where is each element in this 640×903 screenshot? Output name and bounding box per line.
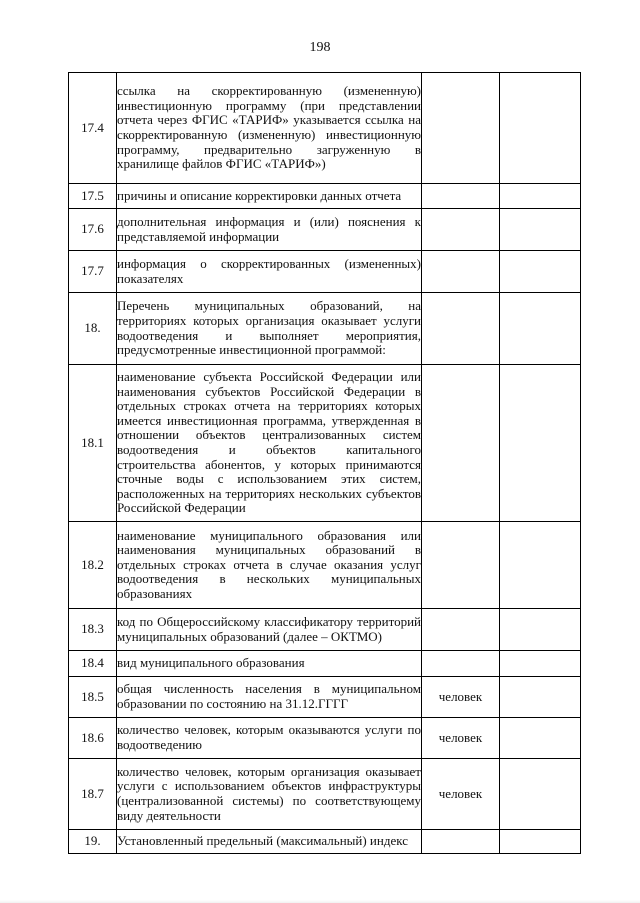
row-value-cell bbox=[500, 365, 581, 522]
row-description: количество человек, которым организация оказывает услуги с использованием объектов инфраструктуры (централизованной системы) по соответствующему виду деятельности bbox=[117, 759, 422, 830]
row-unit bbox=[422, 522, 500, 609]
table-row bbox=[69, 677, 581, 718]
table-row bbox=[69, 365, 581, 522]
report-table bbox=[68, 72, 581, 854]
row-description: информация о скорректированных (измененных) показателях bbox=[117, 251, 422, 293]
row-number: 17.6 bbox=[69, 209, 117, 251]
row-unit: человек bbox=[422, 718, 500, 759]
table-row bbox=[69, 73, 581, 184]
table-row bbox=[69, 759, 581, 830]
table-row bbox=[69, 718, 581, 759]
row-description: количество человек, которым оказываются услуги по водоотведению bbox=[117, 718, 422, 759]
table-row bbox=[69, 651, 581, 677]
row-value-cell bbox=[500, 651, 581, 677]
row-number: 18.7 bbox=[69, 759, 117, 830]
row-number: 18.5 bbox=[69, 677, 117, 718]
row-value-cell bbox=[500, 759, 581, 830]
row-value-cell bbox=[500, 677, 581, 718]
table-row bbox=[69, 293, 581, 365]
row-value-cell bbox=[500, 609, 581, 651]
row-number: 18.3 bbox=[69, 609, 117, 651]
row-description: наименование муниципального образования или наименования муниципальных образований в отдельных строках отчета в случае оказания услуг водоотведения в нескольких муниципальных образованиях bbox=[117, 522, 422, 609]
row-value-cell bbox=[500, 73, 581, 184]
row-description: общая численность населения в муниципальном образовании по состоянию на 31.12.ГГГГ bbox=[117, 677, 422, 718]
table-row bbox=[69, 830, 581, 854]
row-value-cell bbox=[500, 251, 581, 293]
row-description: Перечень муниципальных образований, на территориях которых организация оказывает услуги водоотведения и выполняет мероприятия, предусмотренные инвестиционной программой: bbox=[117, 293, 422, 365]
row-unit bbox=[422, 609, 500, 651]
row-number: 17.5 bbox=[69, 184, 117, 209]
table-row bbox=[69, 251, 581, 293]
row-description: причины и описание корректировки данных отчета bbox=[117, 184, 422, 209]
row-number: 19. bbox=[69, 830, 117, 854]
row-description: код по Общероссийскому классификатору территорий муниципальных образований (далее – ОКТМО) bbox=[117, 609, 422, 651]
row-unit bbox=[422, 293, 500, 365]
row-value-cell bbox=[500, 718, 581, 759]
row-number: 18.6 bbox=[69, 718, 117, 759]
row-unit bbox=[422, 73, 500, 184]
row-description: дополнительная информация и (или) пояснения к представляемой информации bbox=[117, 209, 422, 251]
row-unit: человек bbox=[422, 677, 500, 718]
row-value-cell bbox=[500, 293, 581, 365]
row-value-cell bbox=[500, 830, 581, 854]
table-row bbox=[69, 609, 581, 651]
row-number: 18.1 bbox=[69, 365, 117, 522]
row-value-cell bbox=[500, 522, 581, 609]
table-row bbox=[69, 184, 581, 209]
row-unit bbox=[422, 184, 500, 209]
table-row bbox=[69, 209, 581, 251]
row-description: наименование субъекта Российской Федерации или наименования субъектов Российской Федерации в отдельных строках отчета на территориях которых имеется инвестиционная программа, утвержденная в отношении объектов централизованных систем водоотведения и объектов капитального строительства абонентов, у которых принимаются сточные воды с использованием этих систем, расположенных на территориях нескольких субъектов Российской Федерации bbox=[117, 365, 422, 522]
row-unit bbox=[422, 209, 500, 251]
row-unit bbox=[422, 651, 500, 677]
row-number: 18.2 bbox=[69, 522, 117, 609]
row-unit: человек bbox=[422, 759, 500, 830]
row-unit bbox=[422, 365, 500, 522]
row-value-cell bbox=[500, 209, 581, 251]
row-number: 17.7 bbox=[69, 251, 117, 293]
row-unit bbox=[422, 251, 500, 293]
row-value-cell bbox=[500, 184, 581, 209]
row-unit bbox=[422, 830, 500, 854]
row-number: 18.4 bbox=[69, 651, 117, 677]
row-description: ссылка на скорректированную (измененную) инвестиционную программу (при представлении отчета через ФГИС «ТАРИФ» указывается ссылка на скорректированную (измененную) инвестиционную программу, предварительно загруженную в хранилище файлов ФГИС «ТАРИФ») bbox=[117, 73, 422, 184]
page-number: 198 bbox=[309, 40, 331, 55]
table-row bbox=[69, 522, 581, 609]
row-description: Установленный предельный (максимальный) индекс bbox=[117, 830, 422, 854]
row-number: 18. bbox=[69, 293, 117, 365]
row-number: 17.4 bbox=[69, 73, 117, 184]
row-description: вид муниципального образования bbox=[117, 651, 422, 677]
